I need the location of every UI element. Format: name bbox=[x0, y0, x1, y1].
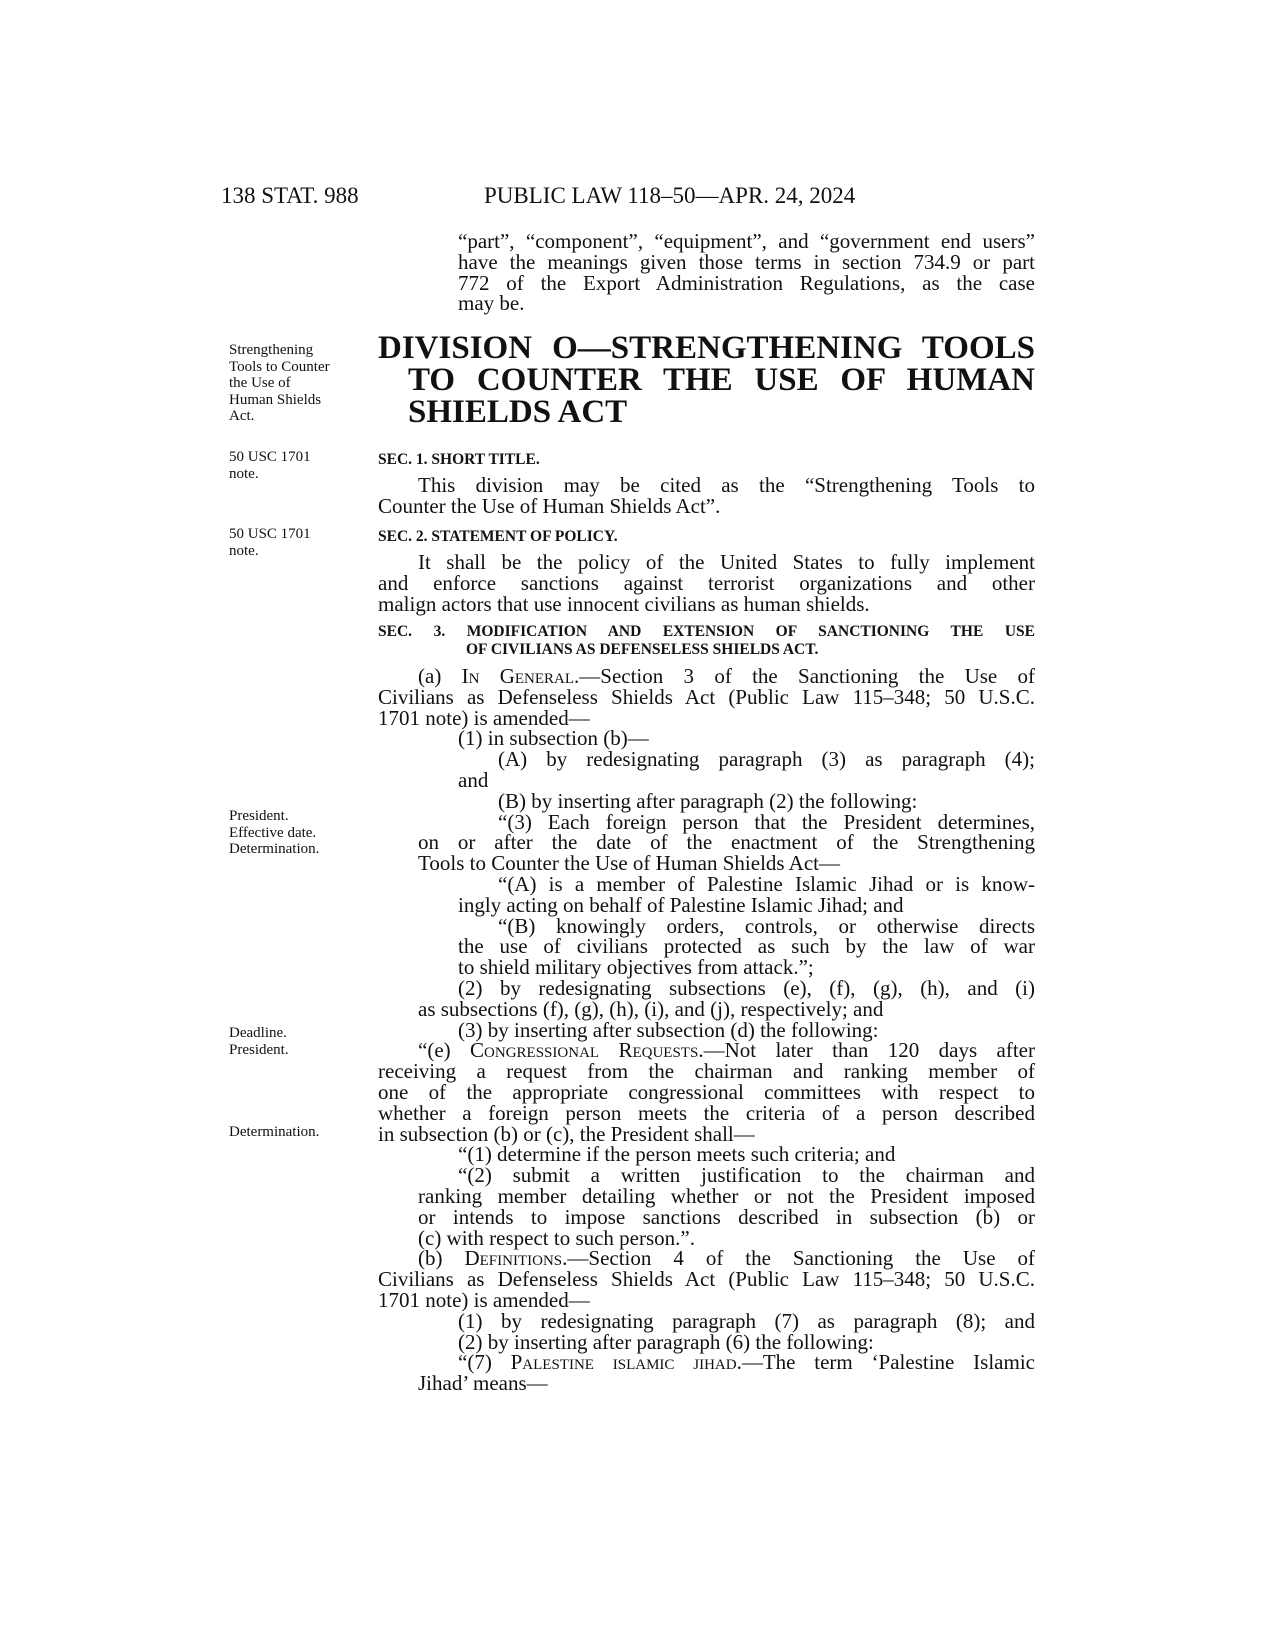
margin-note-sec2 bbox=[229, 526, 369, 559]
page-stat-number: 138 STAT. 988 bbox=[221, 183, 359, 208]
sec3-heading: SEC. 3. MODIFICATION AND EXTENSION OF SANCTIONING THE USE bbox=[378, 623, 1035, 640]
text-line: or intends to impose sanctions described in subsection (b) or bbox=[418, 1204, 1035, 1229]
margin-note-line: the Use of bbox=[229, 375, 291, 391]
margin-note-line: Human Shields bbox=[229, 391, 322, 408]
margin-note-line: 50 USC 1701 bbox=[229, 449, 311, 465]
text-line: (3) by inserting after subsection (d) the following: bbox=[458, 1017, 879, 1042]
margin-note-determination bbox=[229, 1124, 369, 1141]
paragraph-7-label: Palestine islamic jihad bbox=[510, 1350, 737, 1375]
text-line: This division may be cited as the “Strengthening Tools to bbox=[418, 473, 1035, 497]
text-line: and bbox=[458, 767, 489, 792]
intro-paragraph bbox=[378, 231, 1035, 314]
text-line: receiving a request from the chairman and ranking member of bbox=[378, 1059, 1035, 1084]
sec3-body bbox=[378, 666, 1035, 1394]
text-line: whether a foreign person meets the criteria of a person described bbox=[378, 1100, 1035, 1125]
margin-note-line: President. bbox=[229, 808, 289, 824]
text-line: may be. bbox=[458, 291, 525, 316]
text-line: “(1) determine if the person meets such criteria; and bbox=[458, 1142, 896, 1167]
subsection-e-line: “(e) Congressional Requests.—Not later than 120 days after bbox=[418, 1038, 1035, 1063]
public-law-header: PUBLIC LAW 118–50—APR. 24, 2024 bbox=[484, 183, 856, 208]
margin-note-line: Strengthening bbox=[229, 342, 314, 358]
margin-note-line: Deadline. bbox=[229, 1025, 287, 1041]
text-line: “(B) knowingly orders, controls, or otherwise directs bbox=[498, 913, 1035, 938]
text-line: have the meanings given those terms in section 734.9 or part bbox=[458, 249, 1035, 274]
sec1-text bbox=[378, 475, 1035, 517]
margin-note-line: note. bbox=[229, 465, 259, 482]
text-line: as subsections (f), (g), (h), (i), and (j), respectively; and bbox=[418, 996, 884, 1021]
division-title-line: DIVISION O—STRENGTHENING TOOLS bbox=[378, 330, 1035, 366]
text-line: malign actors that use innocent civilians as human shields. bbox=[378, 591, 870, 616]
text-line: “(2) submit a written justification to the chairman and bbox=[458, 1163, 1035, 1188]
division-title-line: SHIELDS ACT bbox=[408, 394, 628, 430]
text-line: Jihad’ means— bbox=[418, 1371, 548, 1396]
sec2-text bbox=[378, 552, 1035, 614]
text-line: “part”, “component”, “equipment”, and “government end users” bbox=[458, 229, 1035, 253]
text-line: (1) by redesignating paragraph (7) as paragraph (8); and bbox=[458, 1308, 1035, 1333]
margin-note-line: note. bbox=[229, 542, 259, 559]
margin-note-sec1 bbox=[229, 449, 369, 482]
subsection-e-label: Congressional Requests bbox=[470, 1038, 699, 1063]
subsection-b-label: Definitions bbox=[464, 1246, 563, 1271]
text-line: ingly acting on behalf of Palestine Islamic Jihad; and bbox=[458, 892, 904, 917]
text-line: (2) by inserting after paragraph (6) the following: bbox=[458, 1329, 874, 1354]
text-line: Civilians as Defenseless Shields Act (Public Law 115–348; 50 U.S.C. bbox=[378, 1267, 1035, 1292]
text-line: Tools to Counter the Use of Human Shields Act— bbox=[418, 851, 840, 876]
text-line: (A) by redesignating paragraph (3) as paragraph (4); bbox=[498, 747, 1035, 772]
text-line: ranking member detailing whether or not the President imposed bbox=[418, 1183, 1035, 1208]
margin-note-line: Determination. bbox=[229, 841, 320, 857]
sec2-heading: SEC. 2. STATEMENT OF POLICY. bbox=[378, 528, 618, 545]
text-line: one of the appropriate congressional committees with respect to bbox=[378, 1079, 1035, 1104]
margin-note-line: Effective date. bbox=[229, 824, 317, 841]
margin-note-line: Act. bbox=[229, 408, 255, 424]
paragraph-7-line: “(7) Palestine islamic jihad.—The term ‘Palestine Islamic bbox=[458, 1350, 1035, 1375]
text-line: on or after the date of the enactment of the Strengthening bbox=[418, 830, 1035, 855]
text-line: the use of civilians protected as such by the law of war bbox=[458, 934, 1035, 959]
text-line: It shall be the policy of the United States to fully implement bbox=[418, 550, 1035, 574]
text-line: and enforce sanctions against terrorist organizations and other bbox=[378, 570, 1035, 595]
text-line: (c) with respect to such person.”. bbox=[418, 1225, 695, 1250]
text-line: (2) by redesignating subsections (e), (f), (g), (h), and (i) bbox=[458, 975, 1035, 1000]
margin-note-line: Determination. bbox=[229, 1124, 320, 1140]
subsection-a-label: In General bbox=[461, 664, 575, 688]
text-line: 1701 note) is amended— bbox=[378, 705, 590, 730]
text-line: “(A) is a member of Palestine Islamic Jihad or is know- bbox=[498, 871, 1035, 896]
text-line: to shield military objectives from attack.”; bbox=[458, 955, 814, 980]
sec3-heading-cont: OF CIVILIANS AS DEFENSELESS SHIELDS ACT. bbox=[466, 641, 819, 658]
text-line: in subsection (b) or (c), the President shall— bbox=[378, 1121, 755, 1146]
text-line: (B) by inserting after paragraph (2) the following: bbox=[498, 788, 918, 813]
text-line: 772 of the Export Administration Regulations, as the case bbox=[458, 270, 1035, 295]
margin-note-deadline bbox=[229, 1025, 369, 1058]
margin-note-president bbox=[229, 808, 369, 858]
text-line: “(3) Each foreign person that the President determines, bbox=[498, 809, 1035, 834]
text-line: 1701 note) is amended— bbox=[378, 1287, 590, 1312]
division-title bbox=[378, 332, 1035, 428]
margin-note-line: President. bbox=[229, 1041, 289, 1058]
subsection-b-line: (b) Definitions.—Section 4 of the Sanctioning the Use of bbox=[418, 1246, 1035, 1271]
division-title-line: TO COUNTER THE USE OF HUMAN bbox=[408, 362, 1035, 398]
margin-note-line: 50 USC 1701 bbox=[229, 526, 311, 542]
margin-note-division bbox=[229, 342, 369, 425]
subsection-a-line: (a) In General.—Section 3 of the Sanctioning the Use of bbox=[418, 664, 1035, 688]
text-line: Counter the Use of Human Shields Act”. bbox=[378, 493, 721, 518]
text-line: (1) in subsection (b)— bbox=[458, 726, 649, 751]
text-line: Civilians as Defenseless Shields Act (Public Law 115–348; 50 U.S.C. bbox=[378, 684, 1035, 709]
sec1-heading: SEC. 1. SHORT TITLE. bbox=[378, 451, 540, 468]
margin-note-line: Tools to Counter bbox=[229, 358, 330, 375]
